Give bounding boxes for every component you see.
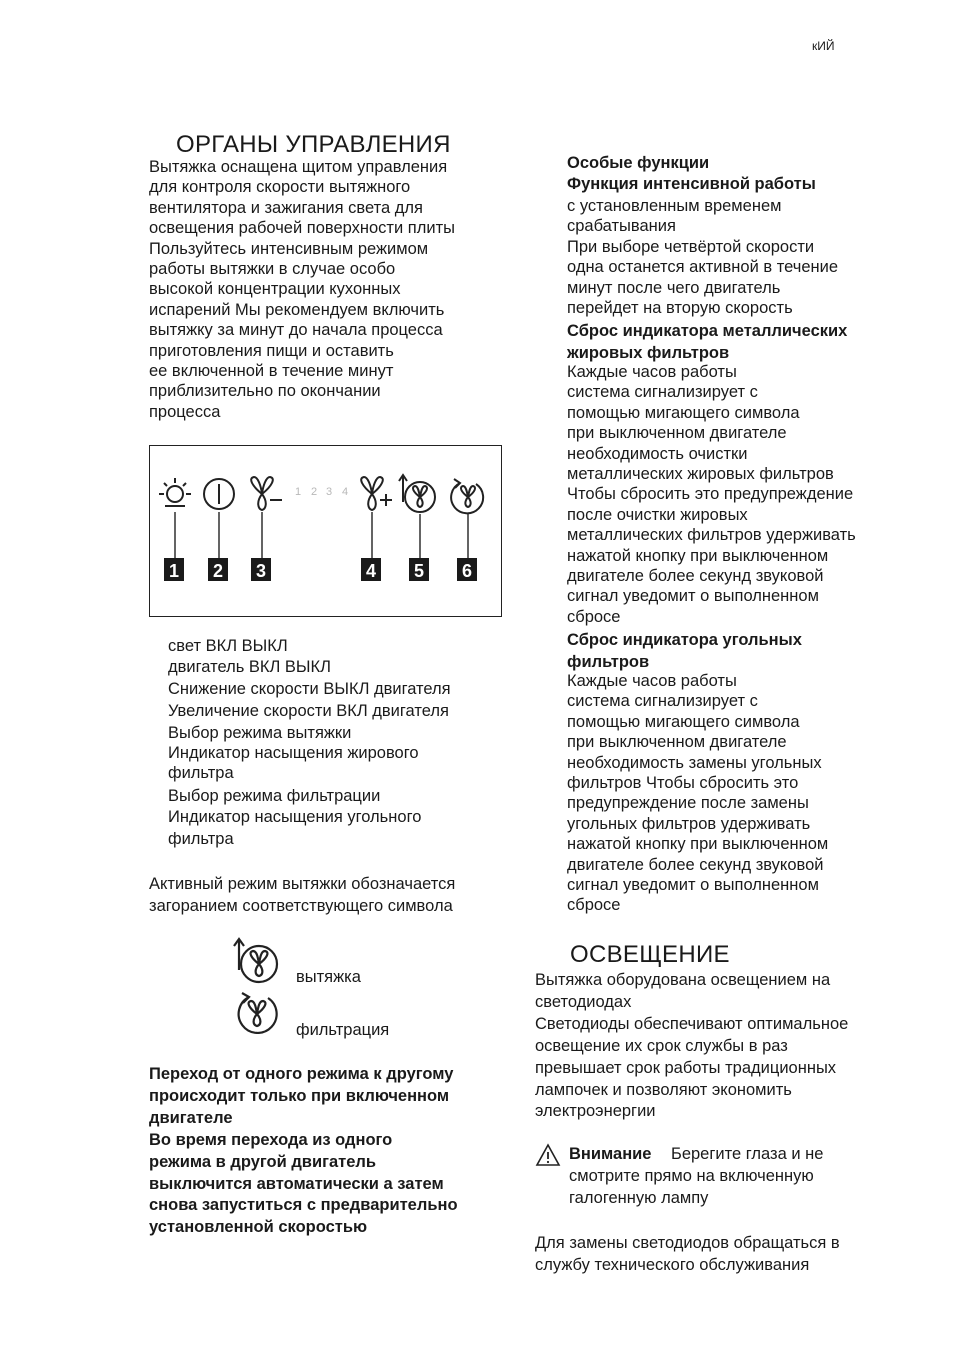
warning-text-line: Берегите глаза и не [671,1145,824,1163]
mode-label-extraction: вытяжка [296,968,361,986]
legend-item: Увеличение скорости ВКЛ двигателя [168,702,449,720]
fan-plus-icon [361,477,392,510]
intro-paragraph: Вытяжка оснащена щитом управления для контроля скорости вытяжного вентилятора и зажигания света для освещения рабочей поверхности плиты Пользуйтесь интенсивным режимом работы вытяжки в случае особо высокой концентрации кухонных испарений Мы рекомендуем включить вытяжку за минут до начала процесса приготовления пищи и оставить ее включенной в течение минут приблизительно по окончании процесса [149,158,455,421]
panel-number: 4 [365,561,377,581]
control-panel-graphic [150,446,503,618]
legend-item: Выбор режима фильтрации [168,787,381,805]
mode-switch-note: Переход от одного режима к другому происходит только при включенном двигателе Во время перехода из одного режима в другой двигатель выключится автоматически а затем снова запуститься с предварительно установленной скоростью [149,1065,458,1237]
speed-digit: 2 [311,486,318,498]
mode-label-filtration: фильтрация [296,1021,390,1039]
filtration-mode-icon [239,993,277,1033]
intensive-mode-title: Функция интенсивной работы [567,175,816,193]
grease-filter-text: Каждые часов работы система сигнализирует с помощью мигающего символа при выключенном двигателе необходимость очистки металлических жировых фильтров Чтобы сбросить это предупреждение после очистки жировых металлических фильтров удерживать нажатой кнопку при выключенном двигателе более секунд звуковой сигнал уведомит о выполненном сбросе [567,363,856,626]
carbon-filter-title: Сброс индикатора угольных фильтров [567,631,802,671]
panel-number: 3 [255,561,267,581]
fan-minus-icon [251,477,282,510]
panel-number: 5 [413,561,425,581]
speed-digit: 3 [326,486,333,498]
grease-filter-title: Сброс индикатора металлических жировых фильтров [567,322,848,362]
panel-number: 2 [212,561,224,581]
control-panel-diagram [149,445,502,617]
legend-item: Снижение скорости ВЫКЛ двигателя [168,680,451,698]
power-icon [204,479,234,509]
panel-number: 6 [461,561,473,581]
section-title-controls: ОРГАНЫ УПРАВЛЕНИЯ [176,131,451,158]
legend-item: двигатель ВКЛ ВЫКЛ [168,658,331,676]
lighting-text: Вытяжка оборудована освещением на светодиодах Светодиоды обеспечивают оптимальное освещение их срок службы в раз превышает срок работы традиционных лампочек и позволяют экономить электроэнергии [535,971,849,1121]
filtration-mode-icon [451,479,483,513]
legend-item: свет ВКЛ ВЫКЛ [168,637,288,655]
intensive-mode-text: с установленным временем срабатывания При выборе четвёртой скорости одна останется активной в течение минут после чего двигатель перейдет на вторую скорость [567,197,839,318]
mode-icons [226,934,286,1034]
legend-item: Индикатор насыщения жирового [168,744,419,762]
legend-item: Индикатор насыщения угольного [168,808,422,826]
extraction-mode-icon [399,475,435,512]
speed-digit: 1 [295,486,302,498]
warning-icon [535,1143,561,1167]
header-corner-text: кИЙ [812,39,835,53]
warning-label: Внимание [569,1145,652,1163]
light-icon [159,478,191,506]
panel-number: 1 [168,561,180,581]
legend-item: Выбор режима вытяжки [168,724,352,742]
warning-text-line: смотрите прямо на включенную [569,1167,814,1185]
carbon-filter-text: Каждые часов работы система сигнализирует с помощью мигающего символа при выключенном двигателе необходимость замены угольных фильтров Чтобы сбросить это предупреждение после замены угольных фильтров удерживать нажатой кнопку при выключенном двигателе более секунд звуковой сигнал уведомит о выполненном сбросе [567,672,829,915]
active-mode-paragraph: Активный режим вытяжки обозначается загоранием соответствующего символа [149,875,456,915]
legend-item: фильтра [168,830,234,848]
speed-digit: 4 [342,486,349,498]
section-title-lighting: ОСВЕЩЕНИЕ [570,941,730,968]
extraction-mode-icon [234,939,277,982]
warning-text-line: галогенную лампу [569,1189,709,1207]
special-functions-title: Особые функции [567,154,710,172]
replacement-text: Для замены светодиодов обращаться в службу технического обслуживания [535,1234,840,1274]
legend-item: фильтра [168,764,234,782]
